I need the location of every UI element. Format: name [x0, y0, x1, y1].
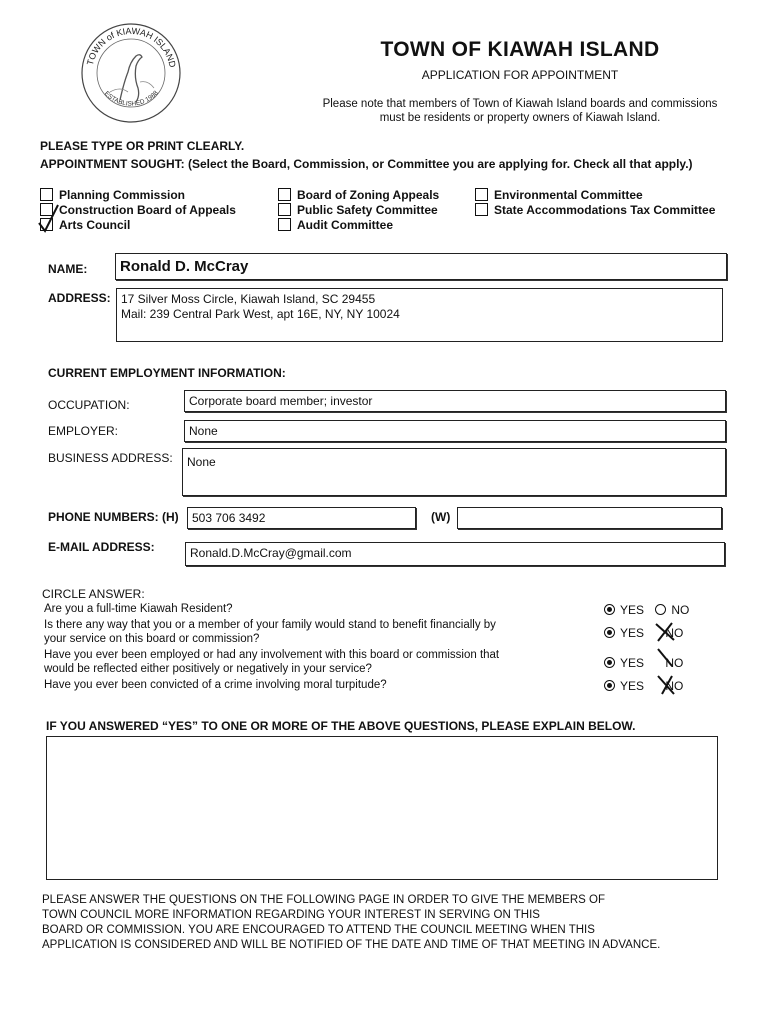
question-prior-involvement: Have you ever been employed or had any involvement with this board or commission that would be reflected either positively or negatively in your service? — [44, 649, 500, 675]
answer-q4[interactable]: YES NO — [604, 679, 683, 693]
no-slash-mark-icon — [656, 648, 676, 668]
yes-radio[interactable] — [604, 680, 615, 691]
email-label: E-MAIL ADDRESS: — [48, 540, 155, 554]
circle-answer-heading: CIRCLE ANSWER: — [42, 587, 145, 601]
board-option[interactable]: Audit Committee — [278, 218, 393, 232]
board-option[interactable]: Environmental Committee — [475, 188, 643, 202]
checkbox[interactable] — [475, 203, 488, 216]
board-option[interactable]: Planning Commission — [40, 188, 185, 202]
explain-heading: IF YOU ANSWERED “YES” TO ONE OR MORE OF THE ABOVE QUESTIONS, PLEASE EXPLAIN BELOW. — [46, 719, 636, 733]
footer-instructions: PLEASE ANSWER THE QUESTIONS ON THE FOLLOWING PAGE IN ORDER TO GIVE THE MEMBERS OF TOWN COUNCIL MORE INFORMATION REGARDING YOUR INTEREST IN SERVING ON THIS BOARD OR COMMISSION. YOU ARE ENCOURAGED TO ATTEND THE COUNCIL MEETING WHEN THIS APPLICATION IS CONSIDERED AND WILL BE NOTIFIED OF THE DATE AND TIME OF THAT MEETING IN ADVANCE. — [42, 894, 661, 951]
checkbox[interactable] — [278, 188, 291, 201]
employment-heading: CURRENT EMPLOYMENT INFORMATION: — [48, 366, 286, 380]
residency-note: Please note that members of Town of Kiawah Island boards and commissions must be residents or property owners of Kiawah Island. — [322, 98, 718, 124]
name-label: NAME: — [48, 262, 88, 276]
yes-radio-selected[interactable] — [604, 604, 615, 615]
svg-text:ESTABLISHED 1988: ESTABLISHED 1988 — [102, 89, 160, 108]
occupation-field[interactable]: Corporate board member; investor — [184, 390, 726, 412]
question-full-time-resident: Are you a full-time Kiawah Resident? — [44, 603, 233, 615]
question-criminal-conviction: Have you ever been convicted of a crime involving moral turpitude? — [44, 679, 387, 691]
phone-label: PHONE NUMBERS: (H) — [48, 510, 179, 524]
board-option[interactable]: Public Safety Committee — [278, 203, 438, 217]
checkbox[interactable] — [278, 203, 291, 216]
checkbox[interactable] — [40, 188, 53, 201]
yes-radio[interactable] — [604, 627, 615, 638]
board-option[interactable]: State Accommodations Tax Committee — [475, 203, 715, 217]
answer-q3[interactable]: YES NO — [604, 656, 683, 670]
appointment-sought-instruction: APPOINTMENT SOUGHT: (Select the Board, Commission, or Committee you are applying for. Check all that apply.) — [40, 157, 693, 171]
check-mark-icon — [36, 203, 62, 233]
email-field[interactable]: Ronald.D.McCray@gmail.com — [185, 542, 725, 566]
yes-radio[interactable] — [604, 657, 615, 668]
town-seal-logo — [80, 22, 182, 124]
business-address-field[interactable]: None — [182, 448, 726, 496]
no-x-mark-icon — [654, 622, 676, 642]
explanation-textarea[interactable] — [46, 736, 718, 880]
employer-label: EMPLOYER: — [48, 424, 119, 438]
employer-field[interactable]: None — [184, 420, 726, 442]
address-label: ADDRESS: — [48, 291, 111, 305]
no-x-mark-icon — [656, 674, 676, 696]
occupation-label: OCCUPATION: — [48, 398, 130, 412]
home-phone-field[interactable]: 503 706 3492 — [187, 507, 416, 529]
answer-q1[interactable]: YES NO — [604, 603, 689, 617]
board-option[interactable]: Construction Board of Appeals — [40, 203, 236, 217]
form-title: TOWN OF KIAWAH ISLAND — [380, 38, 660, 61]
work-phone-label: (W) — [431, 510, 451, 524]
business-address-label: BUSINESS ADDRESS: — [48, 451, 173, 465]
no-radio[interactable] — [655, 604, 666, 615]
work-phone-field[interactable] — [457, 507, 722, 529]
board-option[interactable]: Board of Zoning Appeals — [278, 188, 439, 202]
form-subtitle: APPLICATION FOR APPOINTMENT — [421, 68, 619, 82]
name-field[interactable]: Ronald D. McCray — [115, 253, 727, 280]
checkbox[interactable] — [475, 188, 488, 201]
print-clearly-instruction: PLEASE TYPE OR PRINT CLEARLY. — [40, 139, 245, 153]
checkbox[interactable] — [278, 218, 291, 231]
answer-q2[interactable]: YES NO — [604, 626, 683, 640]
svg-text:TOWN of KIAWAH ISLAND: TOWN of KIAWAH ISLAND — [84, 25, 178, 69]
board-option[interactable]: Arts Council — [40, 218, 130, 232]
address-field[interactable]: 17 Silver Moss Circle, Kiawah Island, SC 29455 Mail: 239 Central Park West, apt 16E, NY, NY 10024 — [116, 288, 723, 342]
question-financial-benefit: Is there any way that you or a member of your family would stand to benefit financially by your service on this board or commission? — [44, 619, 496, 645]
